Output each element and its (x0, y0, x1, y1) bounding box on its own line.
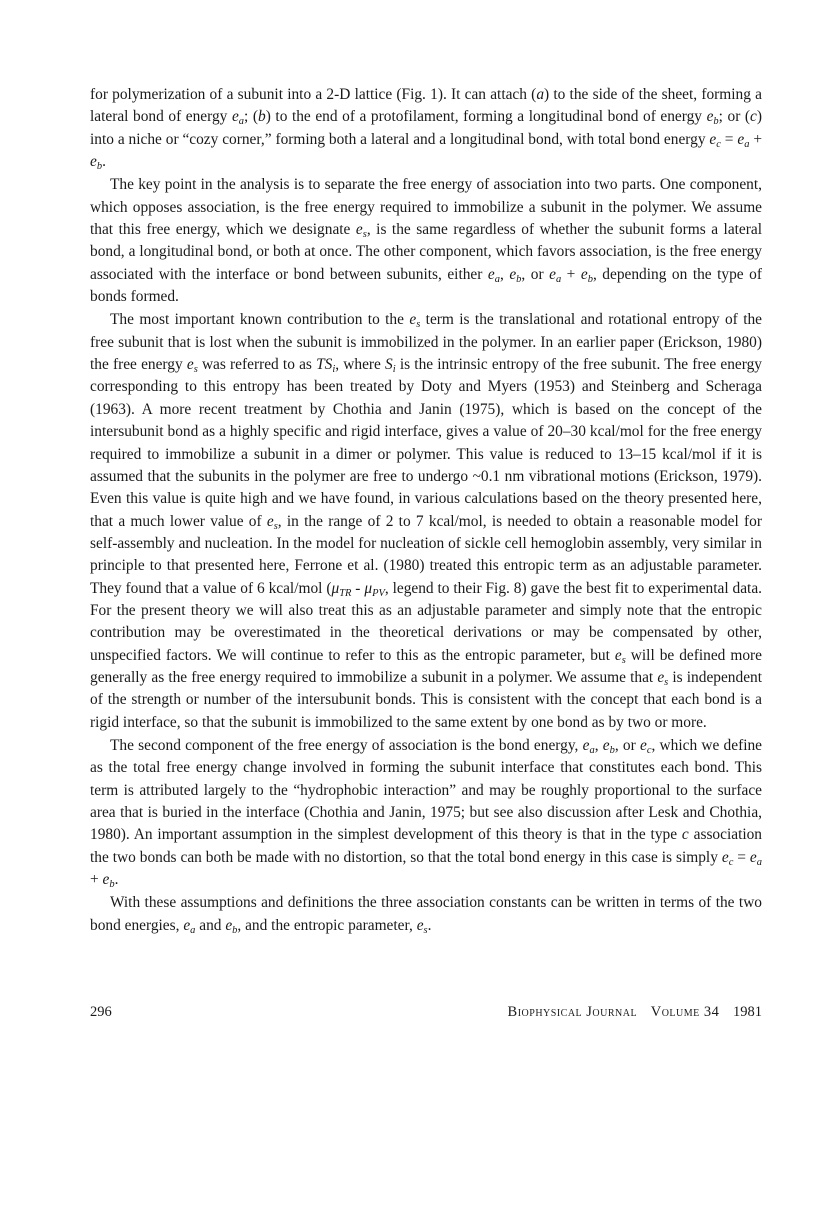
paragraph-3: The most important known contribution to the $e_s$ term is the translational and rotational entropy of the free subunit that is lost when the subunit is immobilized in the polymer. In an earlier paper (Erickson, 1980) the free energy $e_s$ was referred to as $TS_i$, where $S_i$ is the intrinsic entropy of the free subunit. The free energy corresponding to this entropy has been treated by Doty and Myers (1953) and Steinberg and Scheraga (1963). A more recent treatment by Chothia and Janin (1975), which is based on the concept of the intersubunit bond as a highly specific and rigid interface, gives a value of 20–30 kcal/mol for the free energy required to immobilize a subunit in a dimer or polymer. This value is reduced to 13–15 kcal/mol if it is assumed that the subunits in the polymer are free to undergo ~0.1 nm vibrational motions (Erickson, 1979). Even this value is quite high and we have found, in various calculations based on the theory presented here, that a much lower value of $e_s$, in the range of 2 to 7 kcal/mol, is needed to obtain a reasonable model for self-assembly and nucleation. In the model for nucleation of sickle cell hemoglobin assembly, very similar in principle to that presented here, Ferrone et al. (1980) treated this entropic term as an adjustable parameter. They found that a value of 6 kcal/mol ($\mu_{TR} - \mu_{PV}$, legend to their Fig. 8) gave the best fit to experimental data. For the present theory we will also treat this as an adjustable parameter and simply note that the entropic contribution may be overestimated in the theoretical derivations or may be compensated by other, unspecified factors. We will continue to refer to this as the entropic parameter, but $e_s$ will be defined more generally as the free energy required to immobilize a subunit in a polymer. We assume that $e_s$ is independent of the strength or number of the intersubunit bonds. This is consistent with the concept that each bond is a rigid interface, so that the subunit is immobilized to the same extent by one bond as by two or more. (90, 311, 762, 731)
journal-year: 1981 (733, 1004, 762, 1020)
paragraph-4: The second component of the free energy of association is the bond energy, $e_a$, $e_b$, or $e_c$, which we define as the total free energy change involved in forming the subunit interface that constitutes each bond. This term is attributed largely to the “hydrophobic interaction” and may be roughly proportional to the surface area that is buried in the interface (Chothia and Janin, 1975; but see also discussion after Lesk and Chothia, 1980). An important assumption in the simplest development of this theory is that in the type c association the two bonds can both be made with no distortion, so that the total bond energy in this case is simply $e_c = e_a + e_b$. (90, 736, 763, 891)
page-footer (90, 1004, 762, 1021)
journal-info (508, 1004, 762, 1021)
journal-volume: Volume 34 (650, 1004, 720, 1020)
body-text (90, 84, 762, 937)
paragraph-2: The key point in the analysis is to separate the free energy of association into two parts. One component, which opposes association, is the free energy required to immobilize a subunit in the polymer. We assume that this free energy, which we designate $e_s$, is the same regardless of whether the subunit forms a lateral bond, a longitudinal bond, or both at once. The other component, which favors association, is the free energy associated with the interface or bond between subunits, either $e_a$, $e_b$, or $e_a + e_b$, depending on the type of bonds formed. (90, 176, 762, 306)
paragraph-1: for polymerization of a subunit into a 2-D lattice (Fig. 1). It can attach (a) to the side of the sheet, forming a lateral bond of energy $e_a$; (b) to the end of a protofilament, forming a longitudinal bond of energy $e_b$; or (c) into a niche or “cozy corner,” forming both a lateral and a longitudinal bond, with total bond energy $e_c = e_a + e_b$. (90, 86, 763, 173)
paragraph-5: With these assumptions and definitions the three association constants can be written in terms of the two bond energies, $e_a$ and $e_b$, and the entropic parameter, $e_s$. (90, 894, 762, 936)
journal-name: Biophysical Journal (507, 1004, 638, 1020)
page-number: 296 (90, 1004, 112, 1020)
